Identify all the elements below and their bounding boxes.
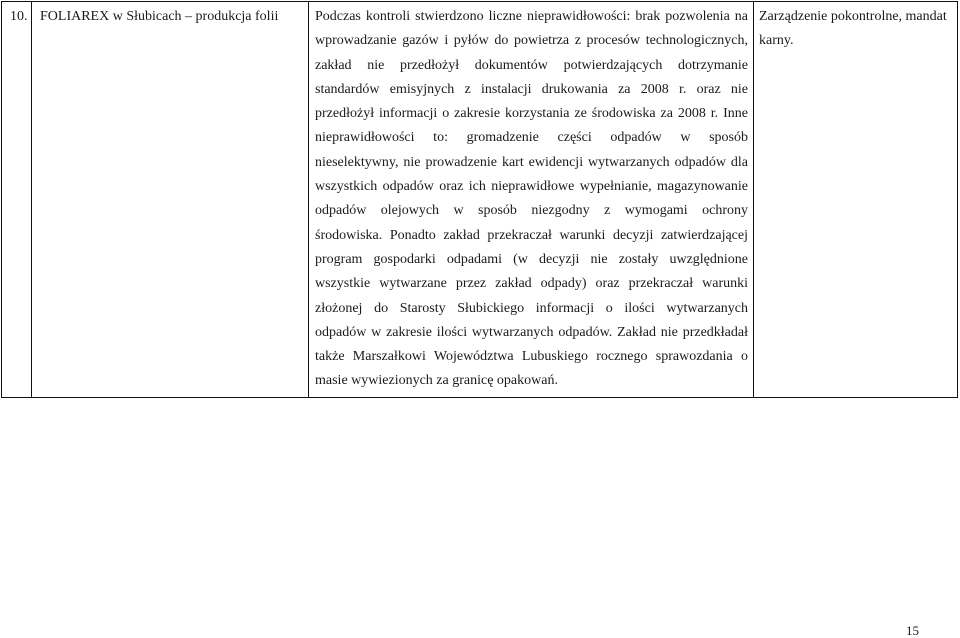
result-cell <box>754 2 958 398</box>
findings-line: masie wywiezionych za granicę opakowań. <box>315 373 558 389</box>
findings-line: przedłożył informacji o zakresie korzystania ze środowiska za 2008 r. Inne <box>315 106 748 122</box>
findings-line: odpadów olejowych w sposób niezgodny z wymogami ochrony <box>315 203 748 219</box>
findings-line: wprowadzanie gazów i pyłów do powietrza z procesów technologicznych, <box>315 33 748 49</box>
findings-line: także Marszałkowi Województwa Lubuskiego rocznego sprawozdania o <box>315 349 748 365</box>
entity-name: FOLIAREX w Słubicach – produkcja folii <box>40 9 279 24</box>
findings-line: Podczas kontroli stwierdzono liczne nieprawidłowości: brak pozwolenia na <box>315 9 748 24</box>
findings-line: odpadów w zakresie ilości wytwarzanych odpadów. Zakład nie przedkładał <box>315 324 748 340</box>
findings-line: złożonej do Starosty Słubickiego informacji o ilości wytwarzanych <box>315 300 748 316</box>
findings-cell <box>309 2 754 398</box>
page-number: 15 <box>906 623 919 638</box>
result-line: karny. <box>759 33 794 49</box>
table-row <box>2 2 958 398</box>
findings-line: program gospodarki odpadami (w decyzji nie zostały uwzględnione <box>315 251 748 267</box>
findings-line: wszystkich odpadów oraz ich nieprawidłowe wypełnianie, magazynowanie <box>315 179 748 195</box>
entity-cell <box>32 2 309 398</box>
findings-line: standardów emisyjnych z instalacji drukowania za 2008 r. oraz nie <box>315 81 748 97</box>
result-line: Zarządzenie pokontrolne, mandat <box>759 9 947 24</box>
findings-line: wszystkie wytwarzane przez zakład odpady) oraz przekraczał warunki <box>315 276 748 292</box>
row-number-cell <box>2 2 32 398</box>
findings-line: środowiska. Ponadto zakład przekraczał warunki decyzji zatwierdzającej <box>315 227 748 243</box>
row-number: 10. <box>10 9 28 24</box>
findings-line: nieselektywny, nie prowadzenie kart ewidencji wytwarzanych odpadów dla <box>315 154 748 170</box>
inspection-table <box>1 1 958 398</box>
findings-line: zakład nie przedłożył dokumentów potwierdzających dotrzymanie <box>315 57 748 73</box>
findings-line: nieprawidłowości to: gromadzenie części odpadów w sposób <box>315 130 748 146</box>
